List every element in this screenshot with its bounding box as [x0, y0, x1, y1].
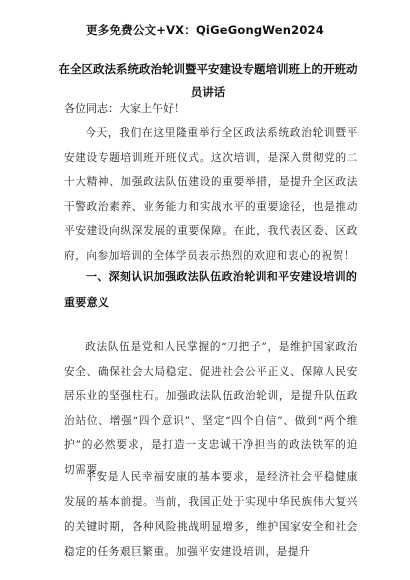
- header-banner: 更多免费公文+VX：QiGeGongWen2024: [86, 23, 324, 37]
- section-heading: 一、深刻认识加强政法队伍政治轮训和平安建设培训的重要意义: [64, 270, 358, 309]
- section-paragraph: 政法队伍是党和人民掌握的“刀把子”，是维护国家政治安全、确保社会大局稳定、促进社会公平正义、保障人民安居乐业的坚强柱石。加强政法队伍政治轮训，是提升队伍政治站位、增强“四个意识”、坚定“四个自信”、做到“两个维护”的必然要求，是打造一支忠诚干净担当的政法铁军的迫切需要。: [64, 341, 358, 476]
- document-title: 在全区政法系统政治轮训暨平安建设专题培训班上的开班动员讲话: [58, 62, 358, 99]
- section-paragraph: 平安是人民幸福安康的基本要求，是经济社会平稳健康发展的基本前提。当前，我国正处于实现中华民族伟大复兴的关键时期，各种风险挑战明显增多，维护国家安全和社会稳定的任务艰巨繁重。加强平安建设培训，是提升: [64, 471, 358, 558]
- intro-paragraph: 今天，我们在这里隆重举行全区政法系统政治轮训暨平安建设专题培训班开班仪式。这次培训，是深入贯彻党的二十大精神、加强政法队伍建设的重要举措，是提升全区政法干警政治素养、业务能力和实战水平的重要途径，也是推动平安建设向纵深发展的重要保障。在此，我代表区委、区政府，向参加培训的全体学员表示热烈的欢迎和衷心的祝贺！: [64, 127, 358, 262]
- greeting: 各位同志：大家上午好！: [64, 102, 185, 115]
